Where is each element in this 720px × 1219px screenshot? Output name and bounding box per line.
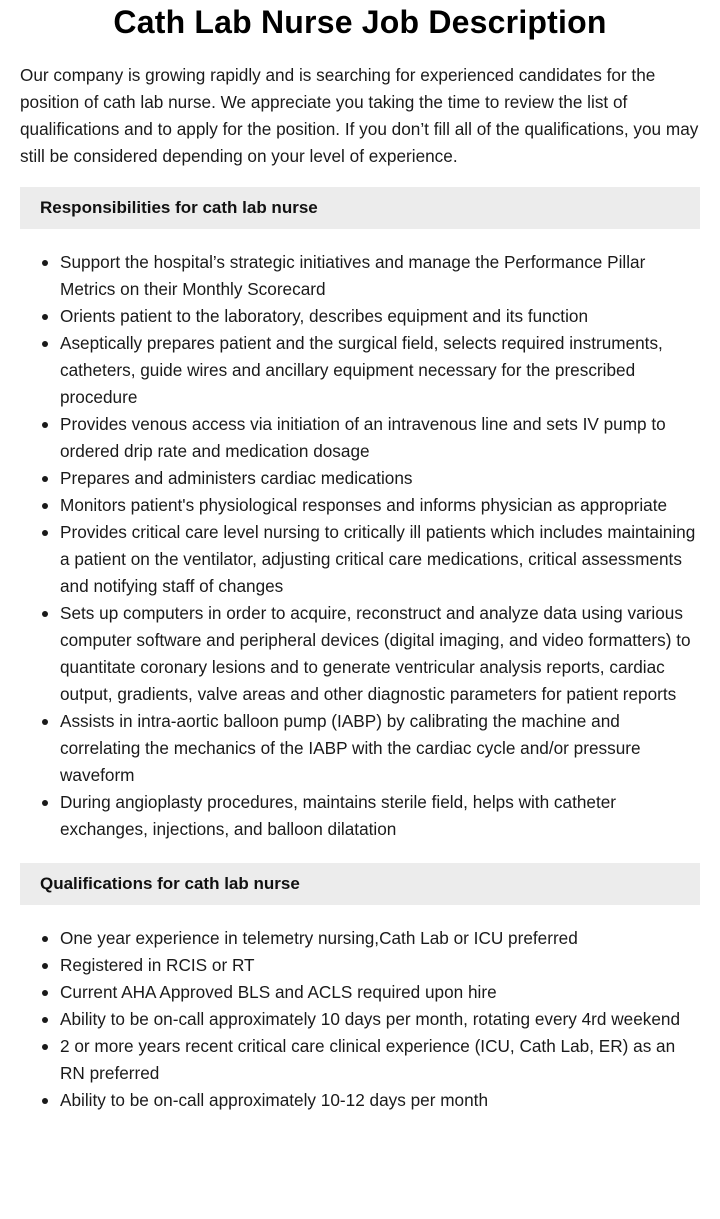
list-item: During angioplasty procedures, maintains sterile field, helps with catheter exchanges, injections, and balloon dilatation bbox=[60, 789, 700, 843]
list-item: Provides venous access via initiation of an intravenous line and sets IV pump to ordered drip rate and medication dosage bbox=[60, 411, 700, 465]
page-title: Cath Lab Nurse Job Description bbox=[113, 4, 607, 40]
qualifications-list bbox=[20, 925, 700, 1114]
list-item: Registered in RCIS or RT bbox=[60, 952, 700, 979]
list-item: Assists in intra-aortic balloon pump (IABP) by calibrating the machine and correlating the mechanics of the IABP with the cardiac cycle and/or pressure waveform bbox=[60, 708, 700, 789]
list-item: Ability to be on-call approximately 10-12 days per month bbox=[60, 1087, 700, 1114]
list-item: 2 or more years recent critical care clinical experience (ICU, Cath Lab, ER) as an RN preferred bbox=[60, 1033, 700, 1087]
responsibilities-heading: Responsibilities for cath lab nurse bbox=[20, 187, 700, 229]
qualifications-heading: Qualifications for cath lab nurse bbox=[20, 863, 700, 905]
list-item: Prepares and administers cardiac medications bbox=[60, 465, 700, 492]
intro-paragraph: Our company is growing rapidly and is searching for experienced candidates for the position of cath lab nurse. We appreciate you taking the time to review the list of qualifications and to apply for the position. If you don’t fill all of the qualifications, you may still be considered depending on your level of experience. bbox=[20, 65, 699, 166]
list-item: Monitors patient's physiological responses and informs physician as appropriate bbox=[60, 492, 700, 519]
list-item: Ability to be on-call approximately 10 days per month, rotating every 4rd weekend bbox=[60, 1006, 700, 1033]
responsibilities-list bbox=[20, 249, 700, 843]
list-item: Support the hospital’s strategic initiatives and manage the Performance Pillar Metrics on their Monthly Scorecard bbox=[60, 249, 700, 303]
list-item: Sets up computers in order to acquire, reconstruct and analyze data using various computer software and peripheral devices (digital imaging, and video formatters) to quantitate coronary lesions and to generate ventricular analysis reports, cardiac output, gradients, valve areas and other diagnostic parameters for patient reports bbox=[60, 600, 700, 708]
list-item: One year experience in telemetry nursing,Cath Lab or ICU preferred bbox=[60, 925, 700, 952]
list-item: Orients patient to the laboratory, describes equipment and its function bbox=[60, 303, 700, 330]
list-item: Aseptically prepares patient and the surgical field, selects required instruments, catheters, guide wires and ancillary equipment necessary for the prescribed procedure bbox=[60, 330, 700, 411]
list-item: Provides critical care level nursing to critically ill patients which includes maintaining a patient on the ventilator, adjusting critical care medications, critical assessments and notifying staff of changes bbox=[60, 519, 700, 600]
list-item: Current AHA Approved BLS and ACLS required upon hire bbox=[60, 979, 700, 1006]
